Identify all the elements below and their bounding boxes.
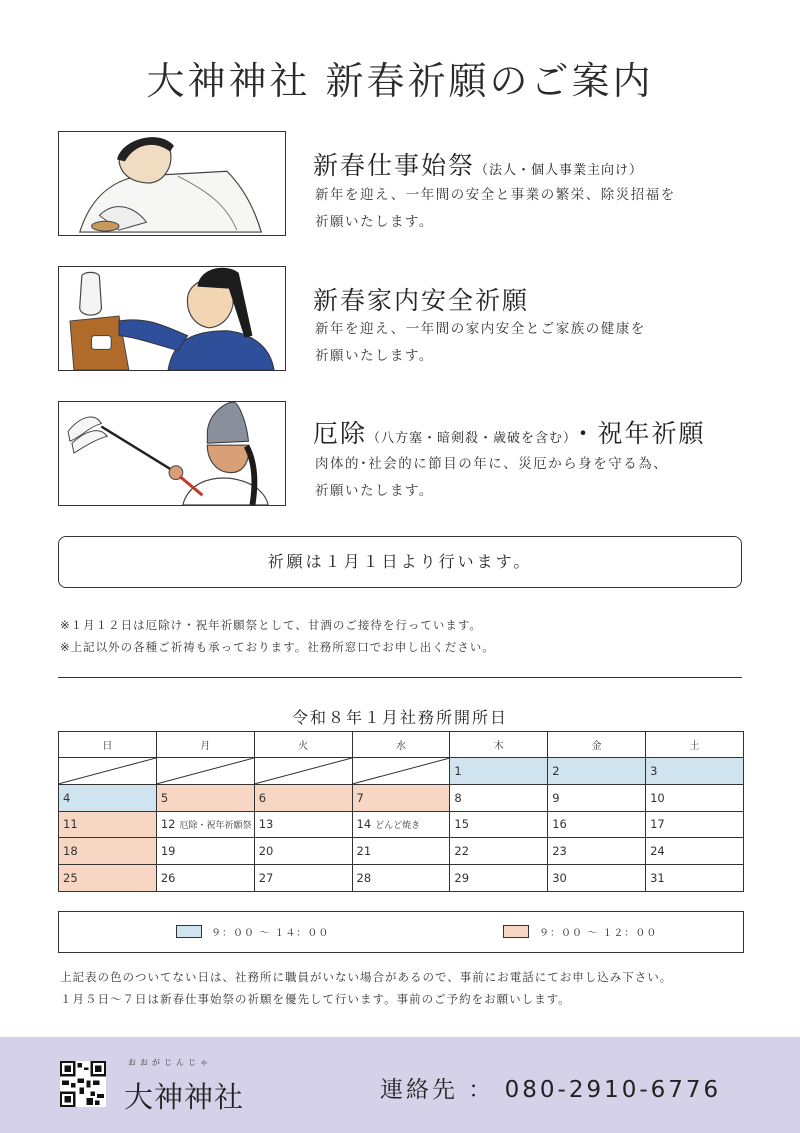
hours-legend (58, 911, 744, 953)
day-cell: 5 (156, 784, 254, 811)
calendar-week-row (59, 811, 744, 838)
day-cell: 25 (59, 865, 157, 892)
legend-swatch-peach (503, 925, 529, 938)
day-cell: 23 (548, 838, 646, 865)
service-subtitle-yakuyoke: （八方塞・暗剣殺・歳破を含む） (367, 431, 571, 446)
day-cell: 19 (156, 838, 254, 865)
service-subtitle: （法人・個人事業主向け） (475, 163, 644, 178)
start-date-notice: 祈願は１月１日より行います。 (58, 536, 742, 588)
calendar-week-row (59, 784, 744, 811)
day-cell: 3 (646, 758, 744, 785)
contact-phone[interactable]: 連絡先 ： 080-2910-6776 (380, 1077, 722, 1103)
day-cell: 7 (352, 784, 450, 811)
calendar-header-row (59, 732, 744, 758)
day-cell: 20 (254, 838, 352, 865)
day-cell: 1 (450, 758, 548, 785)
day-number: 12 (160, 817, 176, 832)
note-priority-days: １月５日～７日は新春仕事始祭の祈願を優先して行います。事前のご予約をお願いします。 (60, 992, 571, 1006)
day-cell: 6 (254, 784, 352, 811)
legend-swatch-blue (176, 925, 202, 938)
day-cell: 22 (450, 838, 548, 865)
empty-day-cell (254, 758, 352, 785)
day-cell: 18 (59, 838, 157, 865)
day-cell-event (352, 811, 450, 838)
divider (58, 677, 742, 678)
day-cell: 26 (156, 865, 254, 892)
day-cell: 28 (352, 865, 450, 892)
day-cell-event (156, 811, 254, 838)
legend-label-peach: ９：００ ～ １２：００ (539, 928, 658, 939)
service-title-kanai-anzen: 新春家内安全祈願 (313, 286, 530, 315)
empty-day-cell (59, 758, 157, 785)
service-title-yakuyoke: 厄除（八方塞・暗剣殺・歳破を含む）・祝年祈願 (313, 419, 706, 448)
note-other-prayers: ※上記以外の各種ご祈祷も承っております。社務所窓口でお申し出ください。 (60, 640, 495, 654)
legend-label-blue: ９：００ ～ １４：００ (211, 928, 330, 939)
service-desc-shigotohajime: 新年を迎え、一年間の安全と事業の繁栄、除災招福を 祈願いたします。 (315, 187, 676, 230)
day-cell: 29 (450, 865, 548, 892)
calendar-table (58, 731, 744, 892)
note-amazake: ※１月１２日は厄除け・祝年祈願祭として、甘酒のご接待を行っています。 (60, 618, 482, 632)
page-title: 大神神社 新春祈願のご案内 (146, 59, 654, 103)
day-number: 14 (356, 817, 372, 832)
calendar-week-row (59, 838, 744, 865)
shrine-name-ruby: おおがじんじゃ (128, 1058, 212, 1067)
day-cell: 15 (450, 811, 548, 838)
day-cell: 24 (646, 838, 744, 865)
calendar-week-row (59, 758, 744, 785)
day-cell: 13 (254, 811, 352, 838)
day-cell: 4 (59, 784, 157, 811)
day-cell: 16 (548, 811, 646, 838)
weekday-tue: 火 (254, 732, 352, 758)
bottom-notes (60, 966, 672, 1010)
service-desc-yakuyoke: 肉体的･社会的に節目の年に、災厄から身を守る為、 祈願いたします。 (315, 456, 669, 499)
event-label: どんど焼き (375, 821, 421, 832)
empty-day-cell (156, 758, 254, 785)
weekday-mon: 月 (156, 732, 254, 758)
event-label: 厄除・祝年祈願祭 (179, 821, 252, 832)
day-cell: 17 (646, 811, 744, 838)
day-cell: 9 (548, 784, 646, 811)
priest-with-sake-illustration (58, 266, 286, 371)
service-desc-kanai-anzen: 新年を迎え、一年間の家内安全とご家族の健康を 祈願いたします。 (315, 321, 646, 364)
day-cell: 8 (450, 784, 548, 811)
notes (60, 614, 495, 658)
day-cell: 31 (646, 865, 744, 892)
day-cell: 21 (352, 838, 450, 865)
calendar-week-row (59, 865, 744, 892)
empty-day-cell (352, 758, 450, 785)
day-cell: 27 (254, 865, 352, 892)
footer (0, 1037, 800, 1133)
day-cell: 10 (646, 784, 744, 811)
calendar-title: 令和８年１月社務所開所日 (291, 708, 508, 727)
day-cell: 30 (548, 865, 646, 892)
note-unstaffed-days: 上記表の色のついてない日は、社務所に職員がいない場合があるので、事前にお電話にてお申し込み下さい。 (60, 970, 673, 984)
qr-code-icon[interactable] (60, 1061, 106, 1107)
weekday-sat: 土 (646, 732, 744, 758)
priest-offering-illustration (58, 131, 286, 236)
weekday-fri: 金 (548, 732, 646, 758)
day-cell: 2 (548, 758, 646, 785)
day-cell: 11 (59, 811, 157, 838)
weekday-wed: 水 (352, 732, 450, 758)
priest-with-haraegushi-illustration (58, 401, 286, 506)
service-title-shigotohajime: 新春仕事始祭（法人・個人事業主向け） (313, 151, 644, 180)
weekday-sun: 日 (59, 732, 157, 758)
shrine-name: 大神神社 (124, 1080, 245, 1114)
weekday-thu: 木 (450, 732, 548, 758)
